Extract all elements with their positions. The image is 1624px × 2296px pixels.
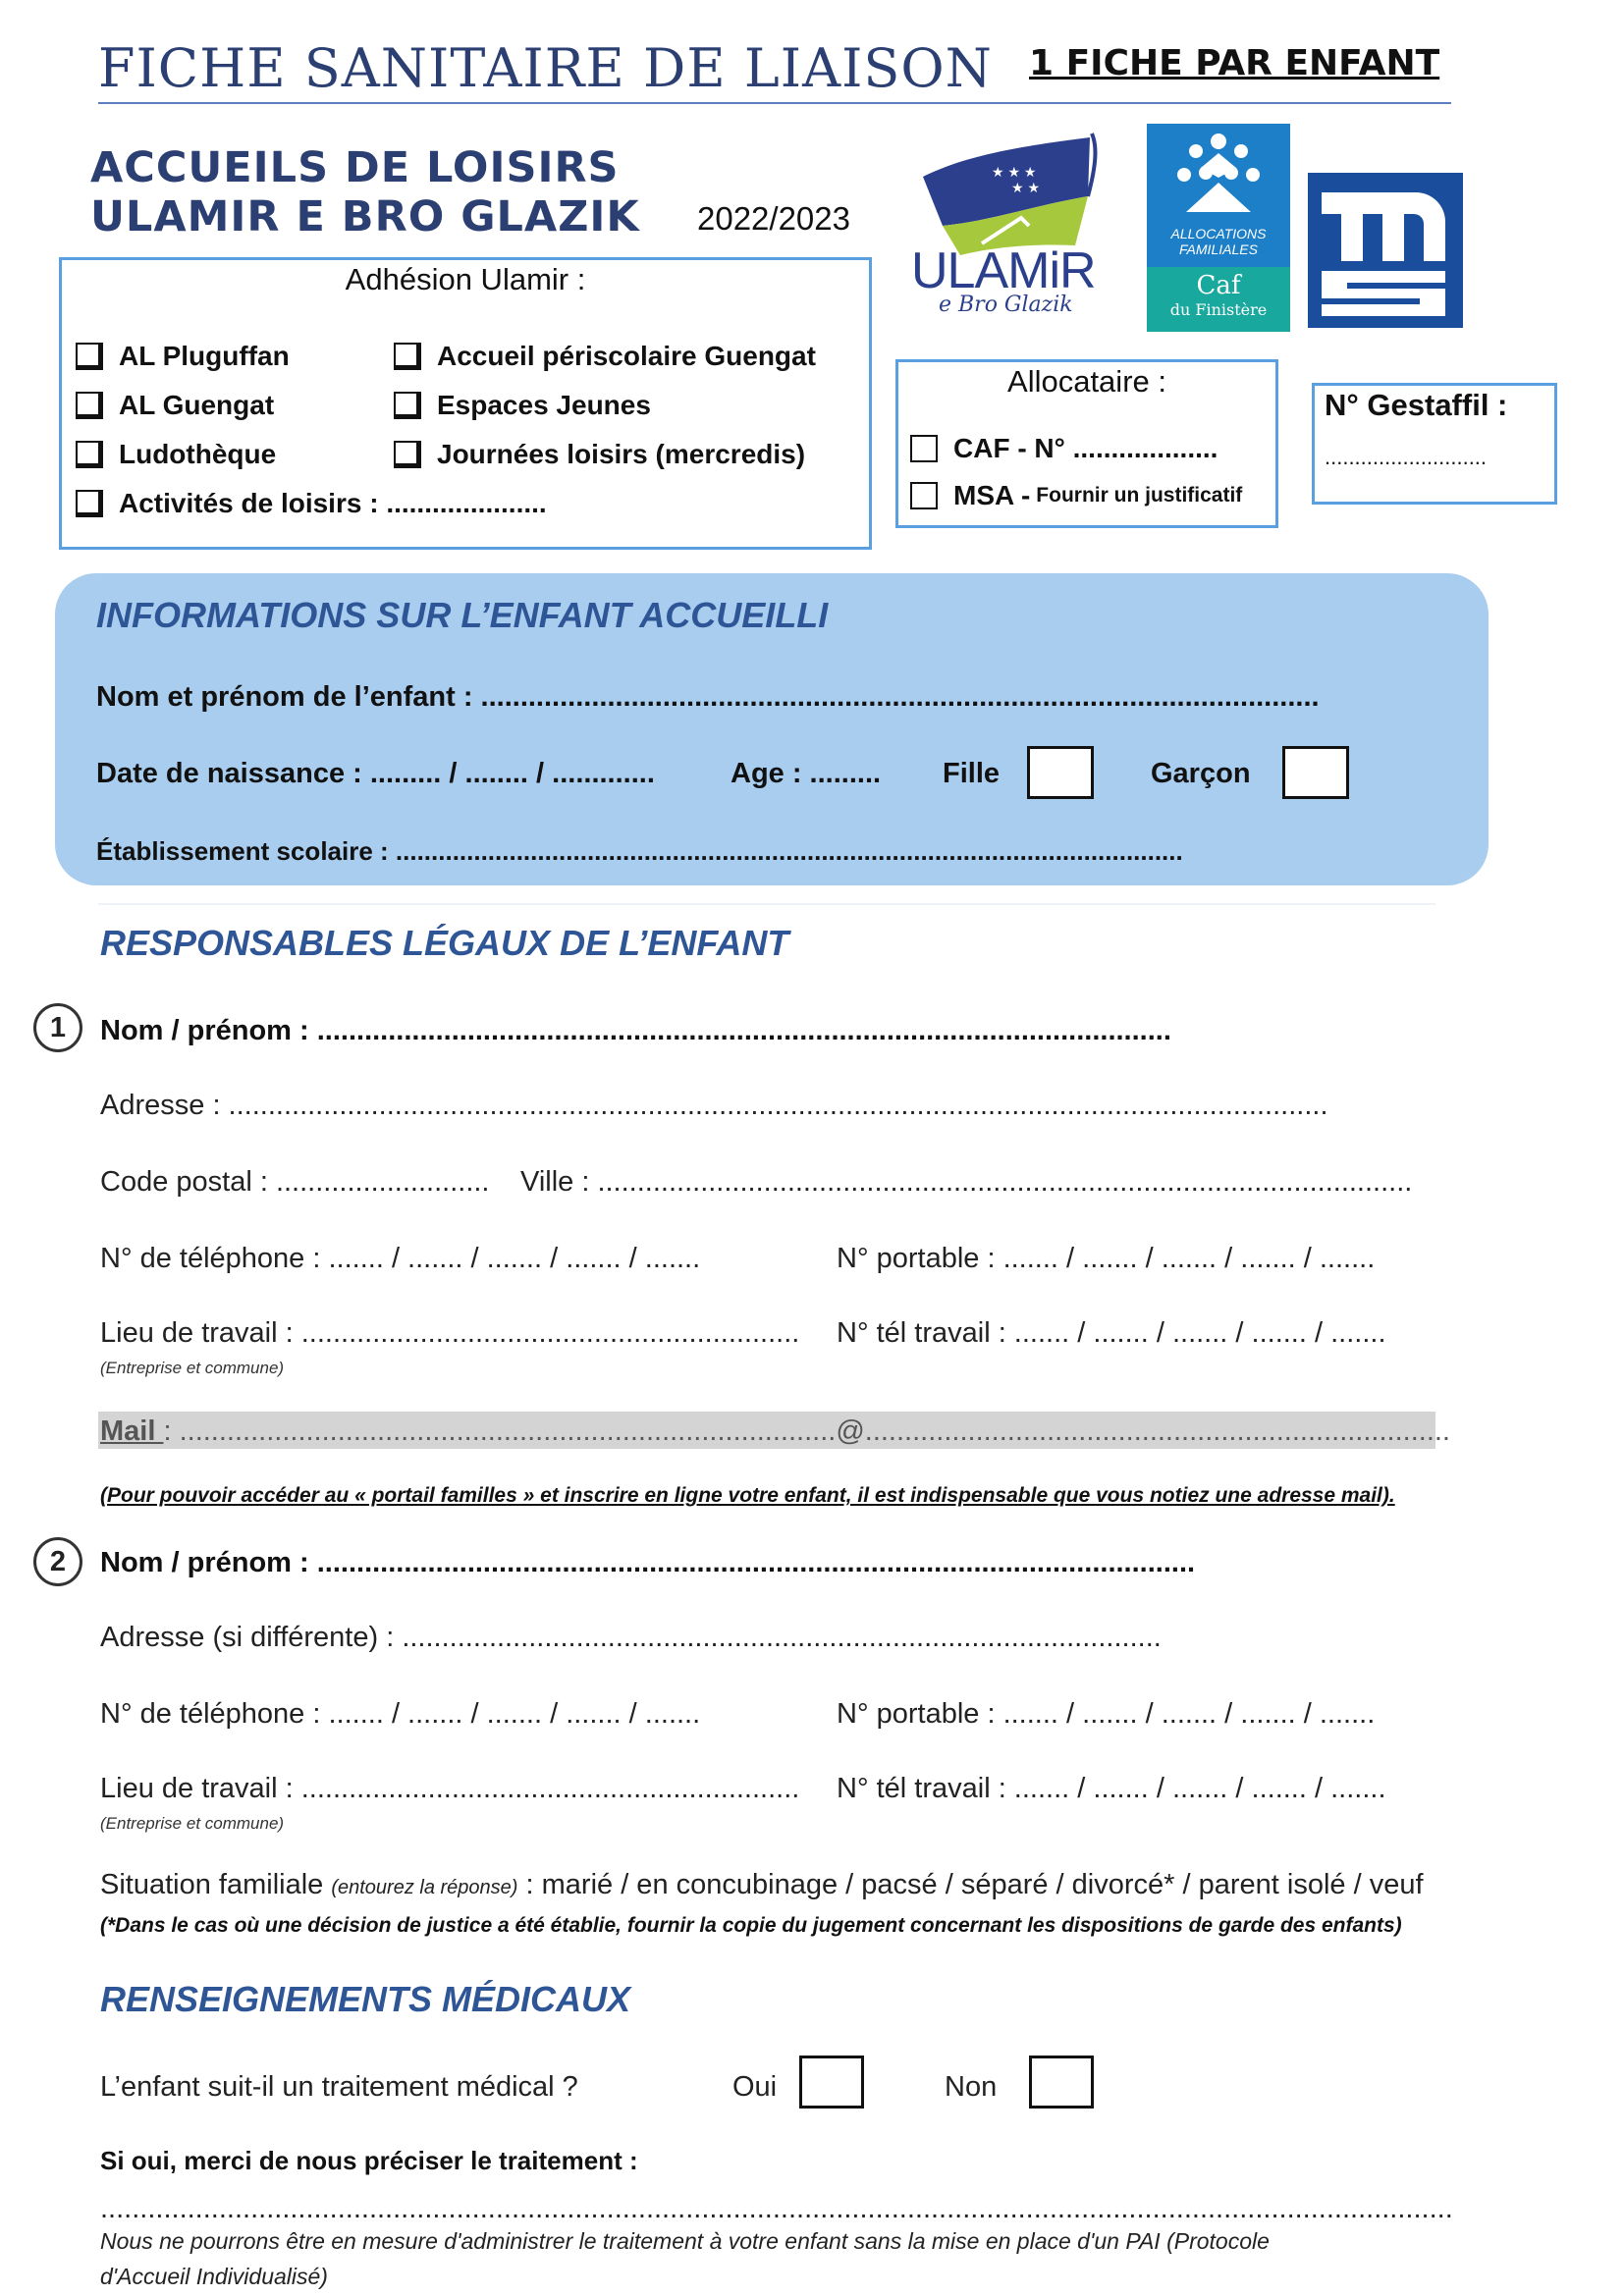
option-label: Activités de loisirs : ..................... (119, 488, 547, 518)
gestaffil-box (1312, 383, 1557, 505)
guardian-1-work-phone-field[interactable]: N° tél travail : ....... / ....... / ....... / ....... / ....... (837, 1317, 1386, 1349)
option-label: Espaces Jeunes (437, 390, 651, 420)
mail-field[interactable] (100, 1415, 1450, 1448)
guardian-2-work-note: (Entreprise et commune) (100, 1814, 285, 1833)
option-label: AL Guengat (119, 390, 275, 420)
checkbox-icon (910, 482, 938, 509)
gestaffil-field[interactable]: ........................... (1325, 445, 1488, 469)
child-name-field[interactable]: Nom et prénom de l’enfant : .......................................................................................................... (96, 681, 1320, 713)
guardian-2-name-field[interactable]: Nom / prénom : ............................................................................................................... (100, 1547, 1196, 1578)
caf-line-1: ALLOCATIONS (1170, 226, 1267, 241)
option-label: Accueil périscolaire Guengat (437, 341, 816, 371)
org-line-2: ULAMIR E BRO GLAZIK (90, 192, 640, 241)
medical-section-title: RENSEIGNEMENTS MÉDICAUX (100, 1979, 631, 2019)
checkbox-icon (76, 441, 103, 468)
guardian-2-work-field[interactable]: Lieu de travail : ............................................................... (100, 1773, 800, 1804)
guardian-2-phone-field[interactable]: N° de téléphone : ....... / ....... / ....... / ....... / ....... (100, 1698, 701, 1730)
treatment-detail-label: Si oui, merci de nous préciser le traitement : (100, 2146, 638, 2175)
checkbox-journees-loisirs[interactable] (394, 439, 805, 470)
family-note: (*Dans le cas où une décision de justice a été établie, fournir la copie du jugement concernant les dispositions de garde des enfants) (100, 1914, 1402, 1937)
boy-label: Garçon (1151, 758, 1251, 789)
caf-logo (1147, 124, 1290, 332)
child-section-title: INFORMATIONS SUR L’ENFANT ACCUEILLI (96, 595, 829, 635)
guardian-1-work-note: (Entreprise et commune) (100, 1359, 285, 1377)
checkbox-activites-loisirs[interactable] (76, 488, 547, 519)
guardian-1-postal-field[interactable]: Code postal : ........................... (100, 1166, 490, 1198)
guardian-2-mobile-field[interactable]: N° portable : ....... / ....... / ....... / ....... / ....... (837, 1698, 1376, 1730)
adhesion-title: Adhésion Ulamir : (345, 262, 586, 296)
checkbox-espaces-jeunes[interactable] (394, 390, 651, 421)
age-field[interactable]: Age : ......... (731, 758, 882, 789)
guardian-2-number: 2 (33, 1537, 82, 1586)
family-situation[interactable] (100, 1869, 1424, 1901)
guardian-1-number: 1 (33, 1003, 82, 1052)
checkbox-icon (910, 435, 938, 462)
checkbox-ludotheque[interactable] (76, 439, 276, 470)
treatment-detail-field[interactable]: ........................................................................................................................................................................... (100, 2193, 1453, 2224)
guardian-2-address-field[interactable]: Adresse (si différente) : ................................................................................................ (100, 1622, 1162, 1653)
caf-name: Caf (1196, 271, 1241, 300)
yes-label: Oui (732, 2071, 778, 2103)
family-options: : marié / en concubinage / pacsé / séparé / divorcé* / parent isolé / veuf (517, 1869, 1424, 1900)
family-hint: (entourez la réponse) (331, 1877, 518, 1898)
guardian-1-mobile-field[interactable]: N° portable : ....... / ....... / ....... / ....... / ....... (837, 1243, 1376, 1274)
yes-checkbox[interactable] (799, 2056, 864, 2109)
girl-checkbox[interactable] (1027, 746, 1094, 799)
allocataire-title: Allocataire : (1007, 364, 1166, 399)
school-year: 2022/2023 (697, 200, 850, 237)
family-label: Situation familiale (100, 1869, 332, 1900)
mail-label: Mail (100, 1415, 164, 1447)
checkbox-icon (76, 343, 103, 370)
pai-note-line-1: Nous ne pourrons être en mesure d'administrer le traitement à votre enfant sans la mise en place d'un PAI (Protocole (100, 2228, 1270, 2254)
mail-dots: : ...................................................................................@.......................................................................... (163, 1415, 1450, 1447)
option-label: Journées loisirs (mercredis) (437, 439, 806, 469)
guardian-1-address-field[interactable]: Adresse : ........................................................................................................................................... (100, 1090, 1328, 1121)
checkbox-msa[interactable] (910, 480, 1242, 511)
checkbox-icon (394, 441, 421, 468)
one-per-child-notice: 1 FICHE PAR ENFANT (1029, 43, 1440, 83)
guardian-1-work-field[interactable]: Lieu de travail : ............................................................... (100, 1317, 800, 1349)
msa-logo (1308, 173, 1463, 328)
allocataire-box (895, 359, 1278, 528)
option-label: Ludothèque (119, 439, 277, 469)
caf-people-icon (1147, 124, 1290, 222)
checkbox-al-guengat[interactable] (76, 390, 274, 421)
checkbox-icon (76, 392, 103, 419)
checkbox-icon (394, 392, 421, 419)
pai-note-line-2: d'Accueil Individualisé) (100, 2264, 328, 2289)
caf-emblem (1147, 124, 1290, 267)
ulamir-logo (913, 128, 1110, 324)
guardian-1-city-field[interactable]: Ville : ....................................................................................................... (520, 1166, 1413, 1198)
caf-number-label: CAF - N° ................... (953, 433, 1218, 463)
school-field[interactable]: Établissement scolaire : ............................................................................................................... (96, 836, 1183, 866)
page-title: FICHE SANITAIRE DE LIAISON (98, 37, 993, 99)
girl-label: Fille (943, 758, 1001, 789)
gestaffil-label: N° Gestaffil : (1325, 388, 1508, 422)
checkbox-al-pluguffan[interactable] (76, 341, 290, 372)
ulamir-wordmark: ULAMiR (911, 242, 1096, 299)
msa-note: Fournir un justificatif (1036, 484, 1243, 507)
boy-checkbox[interactable] (1282, 746, 1349, 799)
checkbox-icon (394, 343, 421, 370)
caf-name-band (1147, 267, 1290, 332)
checkbox-icon (76, 490, 103, 517)
no-checkbox[interactable] (1029, 2056, 1094, 2109)
checkbox-accueil-periscolaire[interactable] (394, 341, 816, 372)
option-label: AL Pluguffan (119, 341, 290, 371)
title-divider (98, 102, 1451, 104)
no-label: Non (945, 2071, 998, 2103)
caf-line-2: FAMILIALES (1179, 241, 1258, 257)
ulamir-subtitle: e Bro Glazik (939, 293, 1073, 317)
svg-text:★ ★: ★ ★ (1011, 180, 1040, 195)
mail-note: (Pour pouvoir accéder au « portail familles » et inscrire en ligne votre enfant, il est indispensable que vous notiez une adresse mail). (100, 1484, 1395, 1507)
msa-logo-icon (1308, 173, 1463, 328)
caf-subtitle: du Finistère (1169, 300, 1268, 319)
svg-text:★ ★ ★: ★ ★ ★ (992, 164, 1037, 180)
guardian-2-work-phone-field[interactable]: N° tél travail : ....... / ....... / ....... / ....... / ....... (837, 1773, 1386, 1804)
section-divider (98, 903, 1435, 905)
guardians-section-title: RESPONSABLES LÉGAUX DE L’ENFANT (100, 923, 789, 963)
adhesion-box (59, 257, 872, 550)
checkbox-caf[interactable] (910, 433, 1218, 464)
msa-label: MSA - (953, 480, 1031, 510)
guardian-1-phone-field[interactable]: N° de téléphone : ....... / ....... / ....... / ....... / ....... (100, 1243, 701, 1274)
child-info-panel (55, 573, 1489, 885)
organization-name (90, 143, 640, 241)
guardian-1-name-field[interactable]: Nom / prénom : ............................................................................................................ (100, 1015, 1171, 1046)
treatment-question: L’enfant suit-il un traitement médical ? (100, 2071, 578, 2103)
birth-date-field[interactable]: Date de naissance : ......... / ........ / ............. (96, 758, 655, 789)
org-line-1: ACCUEILS DE LOISIRS (90, 143, 620, 192)
